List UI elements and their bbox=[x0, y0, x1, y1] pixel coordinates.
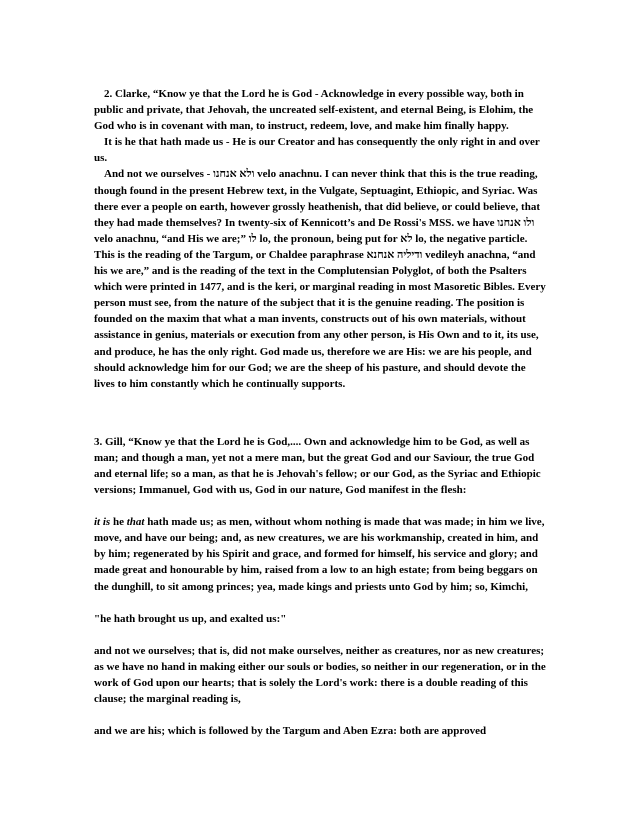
gill-that: that bbox=[126, 516, 145, 529]
hebrew-lo-negative: לא bbox=[400, 232, 413, 245]
hebrew-velo-anachnu-keri: ולו אנחנו bbox=[497, 216, 535, 229]
clarke-p3-text-d: lo, the pronoun, being put for bbox=[259, 232, 398, 245]
aramaic-vedileyh-anachna: ודיליה אנחנא bbox=[366, 248, 423, 261]
gill-quote-kimchi: "he hath brought us up, and exalted us:" bbox=[94, 612, 287, 625]
clarke-p3-text-e: lo, the negative particle. This is the reading of the Targum, or Chaldee paraphrase bbox=[94, 232, 528, 261]
gill-paragraph-1: 3. Gill, “Know ye that the Lord he is God,.... Own and acknowledge him to be God, as well as man; and though a man, yet not a mere man, but the great God and our Saviour, the true God and eternal life; so a man, as that he is Jehovah's fellow; or our God, as the Syriac and Ethiopic versions; Immanuel, God with us, God in our nature, God manifest in the flesh: bbox=[94, 435, 541, 497]
clarke-paragraph-2: It is he that hath made us - He is our Creator and has consequently the only right in and over us. bbox=[94, 136, 540, 165]
hebrew-lo-pronoun: לו bbox=[248, 232, 257, 245]
gill-p2-rest: hath made us; as men, without whom nothing is made that was made; in him we live, move, and have our being; and, as new creatures, we are his workmanship, created in him, and by him; regenerated by his Spirit and grace, and formed for himself, his service and glory; and made great and honourable by him, raised from a low to an high estate; from being beggars on the dunghill, to sit among princes; yea, made kings and priests unto God by him; so, Kimchi, bbox=[94, 516, 545, 593]
clarke-paragraph-1: 2. Clarke, “Know ye that the Lord he is God - Acknowledge in every possible way, both in public and private, that Jehovah, the uncreated self-existent, and eternal Being, is Elohim, the God who is in covenant with man, to instruct, redeem, love, and make him finally happy. bbox=[94, 88, 534, 133]
gill-he: he bbox=[112, 516, 124, 529]
gill-paragraph-5: and we are his; which is followed by the Targum and Aben Ezra: both are approved bbox=[94, 725, 487, 738]
clarke-p3-text-a: And not we ourselves - bbox=[104, 168, 211, 181]
clarke-paragraph-3 bbox=[94, 166, 549, 391]
clarke-p3-text-f: vedileyh anachna, “and his we are,” and is the reading of the text in the Complutensian Polyglot, of both the Psalters which were printed in 1477, and is the keri, or marginal reading in most Masoretic Bibles. Every person must see, from the nature of the subject that it is the genuine reading. The position is founded on the maxim that what a man invents, constructs out of his own materials, without assistance in genius, materials or execution from any other person, is His Own and to it, its use, and produce, he has the only right. God made us, therefore we are His: we are his people, and should acknowledge him for our God; we are the sheep of his pasture, and should devote the lives to him constantly which he continually supports. bbox=[94, 248, 546, 390]
document-body bbox=[94, 86, 549, 739]
clarke-p3-text-c: velo anachnu, “and His we are;” bbox=[94, 232, 246, 245]
gill-paragraph-2 bbox=[94, 514, 549, 594]
clarke-p3-text-b: velo anachnu. I can never think that this is the true reading, though found in the present Hebrew text, in the Vulgate, Septuagint, Ethiopic, and Syriac. Was there ever a people on earth, however grossly heathenish, that did believe, or could believe, that they had made themselves? In twenty-six of Kennicott’s and De Rossi's MSS. we have bbox=[94, 168, 540, 229]
gill-paragraph-4: and not we ourselves; that is, did not make ourselves, neither as creatures, nor as new creatures; as we have no hand in making either our souls or bodies, so neither in our regeneration, or in the work of God upon our hearts; that is solely the Lord's work: there is a double reading of this clause; the marginal reading is, bbox=[94, 644, 546, 705]
hebrew-velo-anachnu: ולא אנחנו bbox=[213, 168, 255, 181]
gill-it-is: it is bbox=[94, 516, 111, 529]
